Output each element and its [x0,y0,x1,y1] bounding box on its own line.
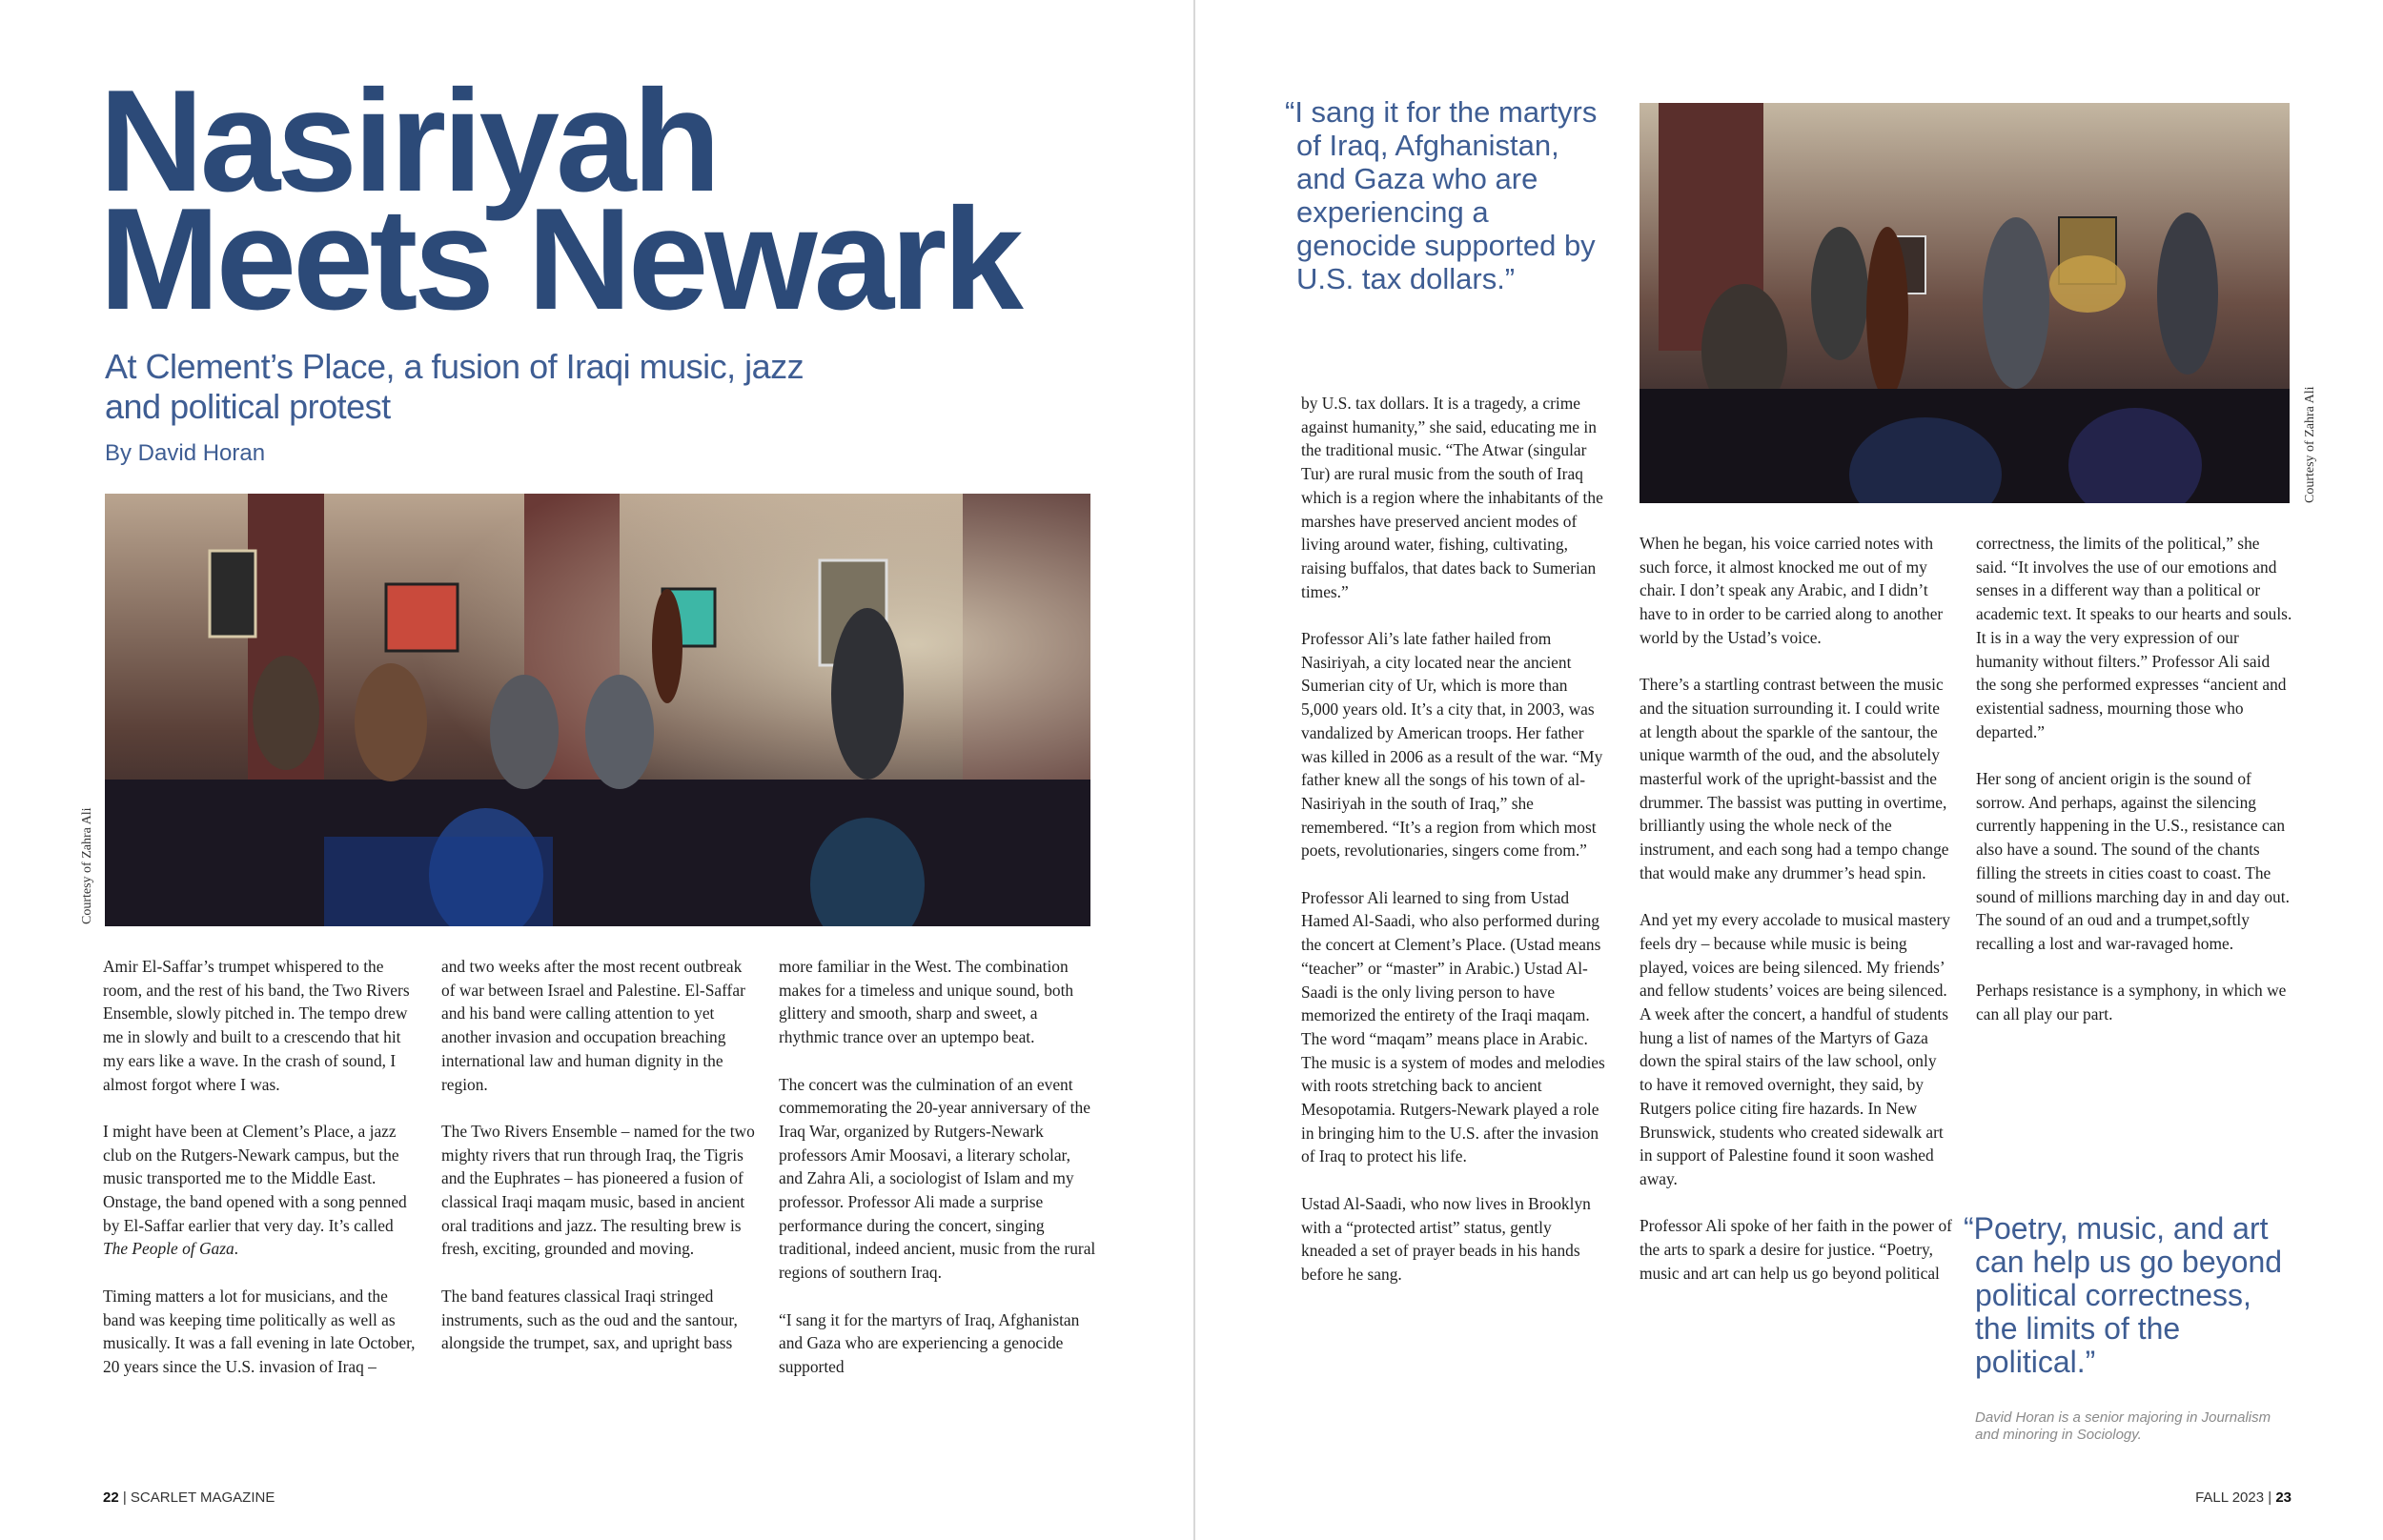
paragraph: And yet my every accolade to musical mastery feels dry – because while music is being played, voices are being silenced. My friends’ and fellow students’ voices are being silenced. A week after the concert, a handful of students hung a list of names of the Martyrs of Gaza down the spiral stairs of the law school, only to have it removed overnight, they said, by Rutgers police citing fire hazards. In New Brunswick, students who created sidewalk art in support of Palestine found it soon washed away. [1640,910,1950,1188]
paragraph: “I sang it for the martyrs of Iraq, Afghanistan and Gaza who are experiencing a genocide supported [779,1309,1080,1376]
article-title [99,60,1020,340]
song-title: The People of Gaza [103,1239,234,1259]
paragraph: The concert was the culmination of an event commemorating the 20-year anniversary of the Iraq War, organized by Rutgers-Newark professors Amir Moosavi, a literary scholar, and Zahra Ali, a sociologist of Islam and my professor. Professor Ali made a surprise performance during the concert, singing traditional, indeed ancient, music from the rural regions of southern Iraq. [779,1074,1096,1283]
article-subtitle: At Clement’s Place, a fusion of Iraqi music, jazz and political protest [105,347,805,426]
paragraph: There’s a startling contrast between the music and the situation surrounding it. I could write at length about the sparkle of the santour, the unique warmth of the oud, and the absolutely masterful work of the upright-bassist and the drummer. The bassist was putting in overtime, brilliantly using the whole neck of the instrument, and each song had a tempo change that would make any drummer’s head spin. [1640,675,1949,882]
paragraph: Professor Ali’s late father hailed from Nasiriyah, a city located near the ancient Sumerian city of Ur, which is more than 5,000 years old. It’s a city that, in 2003, was vandalized by American troops. Her father was killed in 2006 as a result of the war. “My father knew all the songs of his town of al-Nasiriyah in the south of Iraq,” she remembered. “It’s a region from which most poets, revolutionaries, singers come from.” [1301,629,1603,861]
paragraph: Ustad Al-Saadi, who now lives in Brooklyn with a “protected artist” status, gently kneaded a set of prayer beads in his hands before he sang. [1301,1193,1591,1284]
title-line-2: Meets Newark [99,178,1020,340]
body-column-2 [441,955,758,1355]
title-line-1: Nasiriyah [99,60,718,222]
paragraph: When he began, his voice carried notes with such force, it almost knocked me out of my chair. I don’t speak any Arabic, and I didn’t have to in order to be carried along to another world by the Ustad’s voice. [1640,534,1944,647]
paragraph: Timing matters a lot for musicians, and the band was keeping time politically as well as musically. It was a fall evening in late October, 20 years since the U.S. invasion of Iraq – [103,1286,416,1376]
paragraph: Perhaps resistance is a symphony, in which we can all play our part. [1976,981,2287,1024]
body-column-3 [779,955,1097,1379]
body-column-5 [1640,532,1952,1285]
paragraph: Professor Ali spoke of her faith in the power of the arts to spark a desire for justice. “Poetry, music and art can help us go beyond political [1640,1216,1952,1283]
author-bio: David Horan is a senior majoring in Journalism and minoring in Sociology. [1975,1409,2271,1443]
paragraph: I might have been at Clement’s Place, a jazz club on the Rutgers-Newark campus, but the music transported me to the Middle East. Onstage, the band opened with a song penned by El-Saffar earlier that very day. It’s called The People of Gaza. [103,1121,407,1259]
page-number-left: 22 [103,1489,119,1506]
pull-quote-top: “I sang it for the martyrs of Iraq, Afghanistan, and Gaza who are experiencing a genocide supported by U.S. tax dollars.” [1285,95,1598,295]
concert-horns-photo [1640,103,2290,503]
page-number-right: 23 [2275,1489,2291,1506]
body-column-4 [1301,392,1608,1287]
concert-ensemble-photo [105,494,1090,926]
body-column-6 [1976,532,2292,1026]
paragraph: Professor Ali learned to sing from Ustad Hamed Al-Saadi, who also performed during the concert at Clement’s Place. (Ustad means “teacher” or “master” in Arabic.) Ustad Al-Saadi is the only living person to have memorized the entirety of the Iraqi maqam. The word “maqam” means place in Arabic. The music is a system of modes and melodies with roots stretching back to ancient Mesopotamia. Rutgers-Newark played a role in bringing him to the U.S. after the invasion of Iraq to protect his life. [1301,887,1605,1166]
photo-credit-left: Courtesy of Zahra Ali [80,807,94,924]
paragraph: and two weeks after the most recent outbreak of war between Israel and Palestine. El-Saffar and his band were calling attention to yet another invasion and occupation breaching international law and human dignity in the region. [441,957,745,1094]
photo-credit-right: Courtesy of Zahra Ali [2303,386,2317,503]
paragraph: The band features classical Iraqi stringed instruments, such as the oud and the santour, alongside the trumpet, sax, and upright bass [441,1286,738,1353]
publication-name: SCARLET MAGAZINE [130,1489,275,1506]
paragraph: Her song of ancient origin is the sound of sorrow. And perhaps, against the silencing currently happening in the U.S., resistance can also have a sound. The sound of the chants filling the streets in cities coast to coast. The sound of millions marching day in and day out. The sound of an oud and a trumpet,softly recalling a lost and war-ravaged home. [1976,769,2290,953]
paragraph: by U.S. tax dollars. It is a tragedy, a crime against humanity,” she said, educating me in the traditional music. “The Atwar (singular Tur) are rural music from the south of Iraq which is a region where the inhabitants of the marshes have preserved ancient modes of living around water, fishing, cultivating, raising buffalos, that dates back to Sumerian times.” [1301,394,1603,601]
body-column-1 [103,955,419,1379]
folio-left: 22 | SCARLET MAGAZINE [103,1489,275,1506]
paragraph: Amir El-Saffar’s trumpet whispered to the room, and the rest of his band, the Two Rivers Ensemble, slowly pitched in. The tempo drew me in slowly and built to a crescendo that hit my ears like a wave. In the crash of sound, I almost forgot where I was. [103,957,410,1094]
folio-right: FALL 2023 | 23 [2195,1489,2291,1506]
page-gutter [1193,0,1195,1540]
paragraph: The Two Rivers Ensemble – named for the two mighty rivers that run through Iraq, the Tigris and the Euphrates – has pioneered a fusion of classical Iraqi maqam music, based in ancient oral traditions and jazz. The resulting brew is fresh, exciting, grounded and moving. [441,1121,755,1259]
byline: By David Horan [105,440,266,466]
issue-label: FALL 2023 [2195,1489,2265,1506]
pull-quote-bottom: “Poetry, music, and art can help us go beyond political correctness, the limits of the political.” [1964,1211,2283,1379]
paragraph: correctness, the limits of the political,” she said. “It involves the use of our emotions and senses in a different way than a political or academic text. It speaks to our hearts and souls. It is in a way the very expression of our humanity without filters.” Professor Ali said the song she performed expresses “ancient and existential sadness, mourning those who departed.” [1976,534,2292,741]
paragraph: more familiar in the West. The combination makes for a timeless and unique sound, both glittery and smooth, sharp and sweet, a rhythmic trance over an uptempo beat. [779,957,1074,1047]
